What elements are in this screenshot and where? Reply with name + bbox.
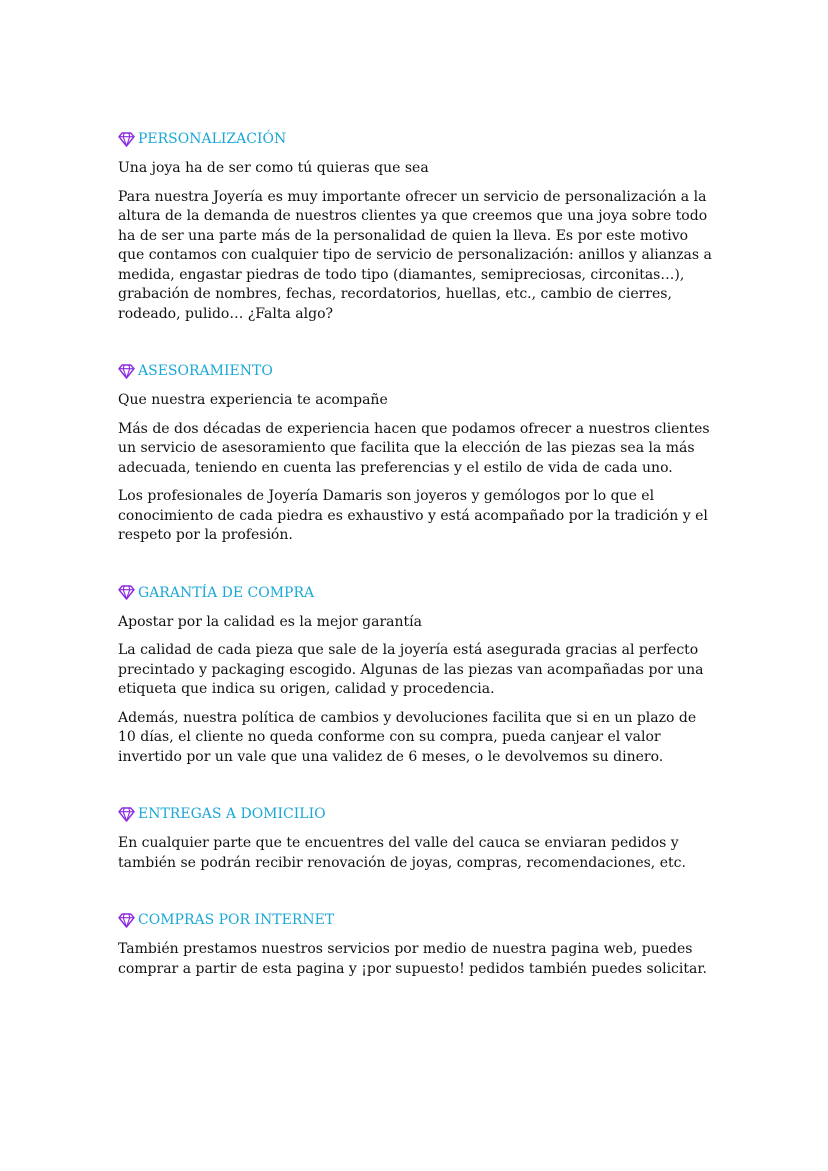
section-personalizacion [118, 128, 714, 324]
section-subtitle: Apostar por la calidad es la mejor garantía [118, 613, 422, 630]
section-title: GARANTÍA DE COMPRA [138, 584, 315, 601]
diamond-icon [118, 913, 135, 928]
section-heading [118, 909, 714, 931]
section-title: ASESORAMIENTO [138, 363, 273, 379]
section-paragraph: La calidad de cada pieza que sale de la joyería está asegurada gracias al perfecto precintado y packaging escogido. Algunas de las piezas van acompañadas por una etiqueta que indica su origen, calidad y procedencia. [118, 642, 704, 697]
section-subtitle: Una joya ha de ser como tú quieras que sea [118, 160, 429, 176]
section-paragraph: Más de dos décadas de experiencia hacen que podamos ofrecer a nuestros clientes un servicio de asesoramiento que facilita que la elección de las piezas sea la más adecuada, teniendo en cuenta las preferencias y el estilo de vida de cada uno. [118, 420, 710, 476]
section-paragraph: Para nuestra Joyería es muy importante ofrecer un servicio de personalización a la altura de la demanda de nuestros clientes ya que creemos que una joya sobre todo ha de ser una parte más de la personalidad de quien la lleva. Es por este motivo que contamos con cualquier tipo de servicio de personalización: anillos y alianzas a medida, engastar piedras de todo tipo (diamantes, semipreciosas, circonitas…), grabación de nombres, fechas, recordatorios, huellas, etc., cambio de cierres, rodeado, pulido… ¿Falta algo? [118, 188, 712, 322]
section-entregas [118, 803, 714, 873]
section-garantia [118, 582, 714, 768]
diamond-icon [118, 807, 135, 822]
section-asesoramiento [118, 360, 714, 546]
document-page [118, 128, 714, 979]
section-heading [118, 360, 714, 382]
diamond-icon [118, 364, 135, 379]
section-title: ENTREGAS A DOMICILIO [138, 806, 326, 822]
section-heading [118, 803, 714, 825]
section-heading [118, 582, 714, 604]
section-paragraph: También prestamos nuestros servicios por medio de nuestra pagina web, puedes comprar a partir de esta pagina y ¡por supuesto! pedidos también puedes solicitar. [118, 941, 707, 977]
section-heading [118, 128, 714, 150]
section-title: PERSONALIZACIÓN [138, 131, 287, 147]
section-title: COMPRAS POR INTERNET [138, 912, 335, 928]
section-paragraph: Además, nuestra política de cambios y devoluciones facilita que si en un plazo de 10 días, el cliente no queda conforme con su compra, pueda canjear el valor invertido por un vale que una validez de 6 meses, o le devolvemos su dinero. [118, 709, 697, 765]
section-compras-internet [118, 909, 714, 979]
section-subtitle: Que nuestra experiencia te acompañe [118, 392, 388, 408]
section-paragraph: En cualquier parte que te encuentres del valle del cauca se enviaran pedidos y también se podrán recibir renovación de joyas, compras, recomendaciones, etc. [118, 835, 686, 871]
diamond-icon [118, 585, 135, 600]
section-paragraph: Los profesionales de Joyería Damaris son joyeros y gemólogos por lo que el conocimiento de cada piedra es exhaustivo y está acompañado por la tradición y el respeto por la profesión. [118, 488, 708, 543]
diamond-icon [118, 132, 135, 147]
